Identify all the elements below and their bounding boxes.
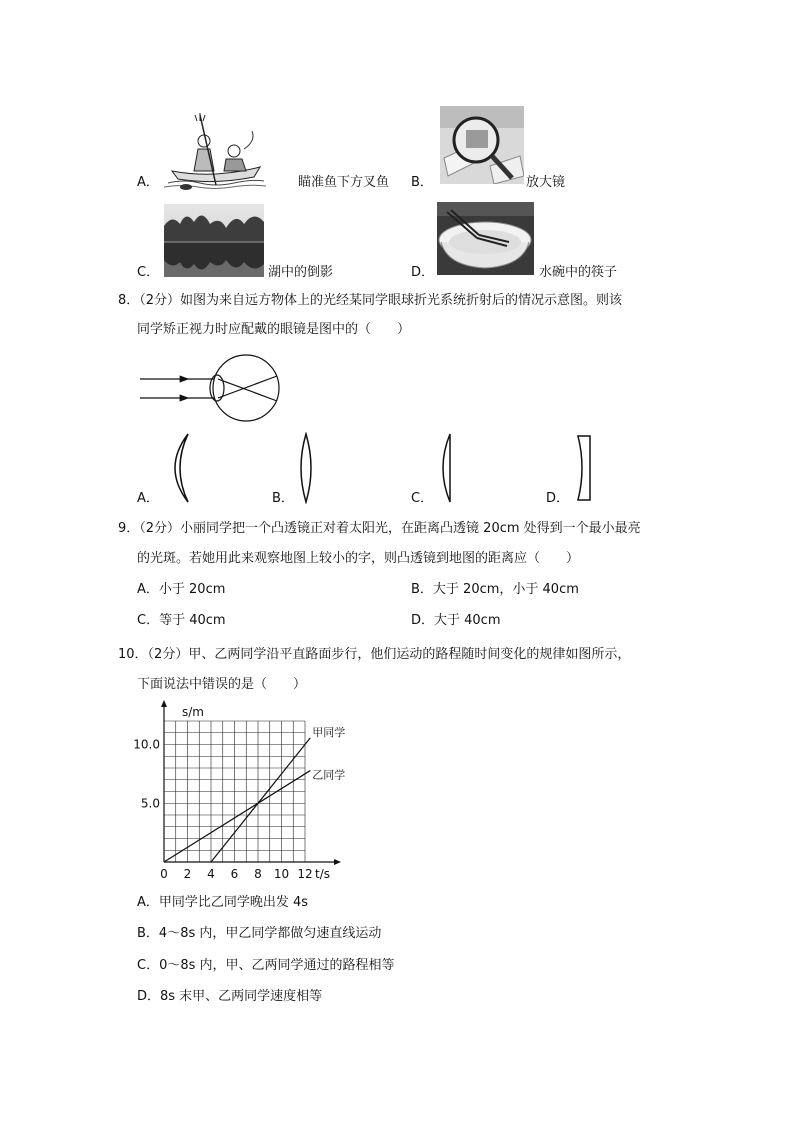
x-tick-label: 6 bbox=[230, 867, 239, 880]
q7-option-d-caption: 水碗中的筷子 bbox=[539, 265, 618, 280]
q7-option-b-caption: 放大镜 bbox=[526, 175, 566, 190]
x-tick-label: 8 bbox=[254, 867, 262, 880]
q10-option-d: D．8s 末甲、乙两同学速度相等 bbox=[137, 989, 323, 1004]
q7-option-b-letter: B． bbox=[411, 175, 433, 190]
x-tick-label: 4 bbox=[207, 867, 215, 880]
fisherman-boat-image bbox=[164, 113, 266, 191]
q9-stem-line1: 9．（2分）小丽同学把一个凸透镜正对着太阳光，在距离凸透镜 20cm 处得到一个最小最亮 bbox=[118, 521, 641, 536]
q7-option-a-letter: A． bbox=[137, 175, 159, 190]
q8-option-d-letter: D． bbox=[546, 491, 570, 506]
q7-option-c-letter: C． bbox=[137, 265, 160, 280]
q8-option-c-letter: C． bbox=[411, 491, 434, 506]
y-tick-label: 5.0 bbox=[140, 796, 160, 811]
q10-option-b: B．4～8s 内，甲乙同学都做匀速直线运动 bbox=[137, 926, 382, 941]
magnifier-image bbox=[440, 106, 524, 184]
plano-convex-lens-icon bbox=[436, 432, 456, 504]
q9-option-d: D．大于 40cm bbox=[411, 613, 501, 628]
y-axis-arrow bbox=[161, 700, 167, 707]
q10-option-c: C．0～8s 内，甲、乙两同学通过的路程相等 bbox=[137, 958, 395, 973]
x-tick-label: 2 bbox=[183, 867, 192, 880]
q7-option-a-caption: 瞄准鱼下方叉鱼 bbox=[298, 175, 390, 190]
q10-stem-line2: 下面说法中错误的是（ ） bbox=[137, 677, 307, 692]
series-label: 乙同学 bbox=[312, 768, 346, 782]
q7-option-c-caption: 湖中的倒影 bbox=[268, 265, 334, 280]
q10-stem-line1: 10．（2分）甲、乙两同学沿平直路面步行，他们运动的路程随时间变化的规律如图所示， bbox=[118, 647, 631, 662]
x-tick-label: 12 bbox=[297, 867, 313, 880]
q9-stem-line2: 的光斑。若她用此来观察地图上较小的字，则凸透镜到地图的距离应（ ） bbox=[137, 551, 580, 566]
eye-diagram bbox=[136, 352, 286, 424]
q8-stem-line2: 同学矫正视力时应配戴的眼镜是图中的（ ） bbox=[137, 322, 411, 337]
series-line bbox=[164, 771, 310, 862]
q10-option-a: A．甲同学比乙同学晚出发 4s bbox=[137, 895, 309, 910]
q8-stem-line1: 8．（2分）如图为来自远方物体上的光经某同学眼球折光系统折射后的情况示意图。则该 bbox=[118, 293, 623, 308]
q7-option-d-letter: D． bbox=[411, 265, 435, 280]
series-label: 甲同学 bbox=[312, 725, 346, 739]
q9-option-c: C．等于 40cm bbox=[137, 613, 226, 628]
y-tick-label: 10.0 bbox=[133, 737, 160, 752]
meniscus-lens-icon bbox=[160, 432, 194, 504]
x-tick-label: 10 bbox=[273, 867, 290, 880]
x-axis-label: t/s bbox=[315, 867, 330, 880]
plano-concave-lens-icon bbox=[570, 432, 596, 504]
q8-option-b-letter: B． bbox=[272, 491, 294, 506]
q9-option-a: A．小于 20cm bbox=[137, 582, 226, 597]
q9-option-b: B．大于 20cm，小于 40cm bbox=[411, 582, 579, 597]
lake-reflection-image bbox=[164, 204, 264, 277]
x-axis-arrow bbox=[334, 859, 341, 865]
q8-option-a-letter: A． bbox=[137, 491, 159, 506]
y-axis-label: s/m bbox=[182, 705, 204, 719]
distance-time-chart bbox=[120, 698, 350, 880]
x-tick-label: 0 bbox=[160, 867, 168, 880]
bowl-chopsticks-image bbox=[437, 202, 534, 275]
biconvex-lens-icon bbox=[296, 432, 316, 504]
